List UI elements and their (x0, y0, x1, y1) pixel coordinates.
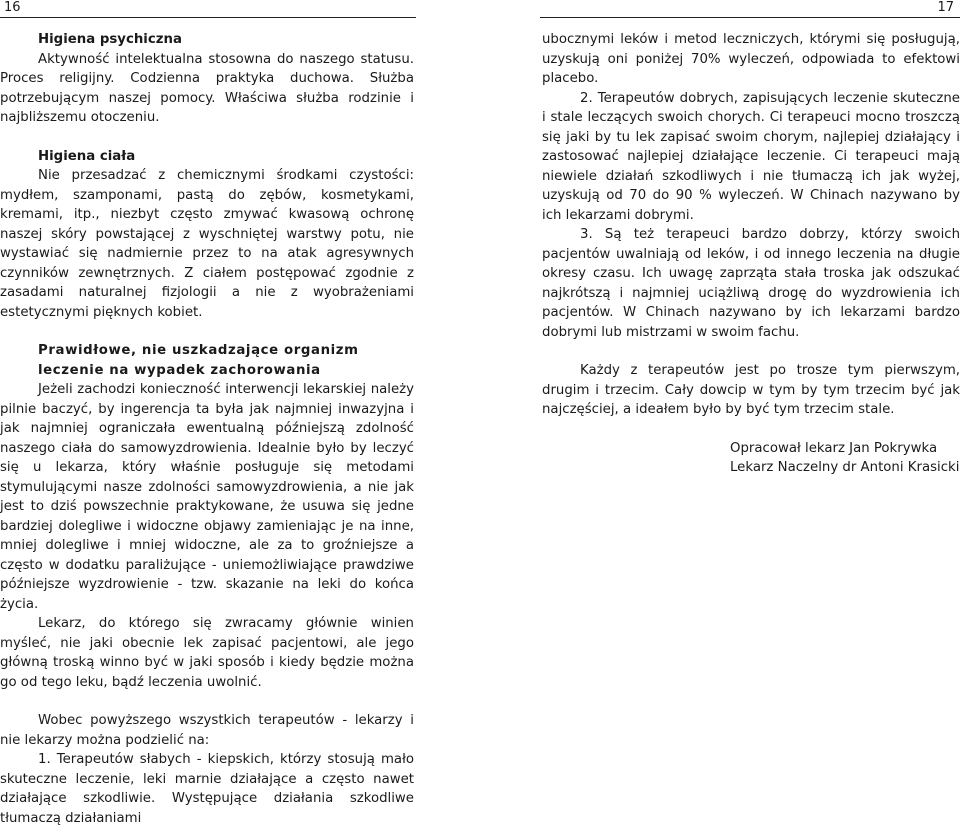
heading-treatment: Prawidłowe, nie uszkadzające organizm leczenie na wypadek zachorowania (38, 343, 359, 378)
paragraph-treatment-3: Wobec powyższego wszystkich terapeutów - lekarzy i nie lekarzy można podzielić na: (0, 713, 414, 748)
header-rule-left (0, 17, 416, 18)
paragraph-treatment-4: 1. Terapeutów słabych - kiepskich, którzy stosują mało skuteczne leczenie, leki marnie działające a często nawet działające szkodliwie. Występujące działania szkodliwe tłumaczą działaniami (0, 752, 414, 826)
paragraph-psychic-hygiene: Aktywność intelektualna stosowna do naszego statusu. Proces religijny. Codzienna praktyka duchowa. Służba potrzebującym naszej pomocy. Właściwa służba rodzinie i najbliższemu otoczeniu. (0, 51, 414, 125)
paragraph-good-therapists: 2. Terapeutów dobrych, zapisujących leczenie skuteczne i stale leczących swoich chorych. Ci terapeuci mocno troszczą się jaki by tu lek zapisać swoim chorym, najlepiej działający i zastosować najlepiej działające leczenie. Ci terapeuci mają niewiele działań szkodliwych i nie tłumaczą ich jak wyżej, uzyskują od 70 do 90 % wyleczeń. W Chinach nazywano by ich lekarzami dobrymi. (542, 90, 960, 223)
right-column (542, 30, 960, 478)
heading-psychic-hygiene: Higiena psychiczna (38, 32, 182, 47)
signature-line-1: Opracował lekarz Jan Pokrywka (730, 440, 938, 456)
paragraph-conclusion: Każdy z terapeutów jest po trosze tym pierwszym, drugim i trzecim. Cały dowcip w tym by tym trzecim być jak najczęściej, a ideałem było by być tym trzecim stale. (542, 363, 960, 417)
header-rule-right (540, 17, 960, 18)
left-column (0, 30, 414, 828)
paragraph-continuation: ubocznymi leków i metod leczniczych, którymi się posługują, uzyskują oni poniżej 70% wyleczeń, odpowiada to efektowi placebo. (542, 32, 960, 86)
heading-body-hygiene: Higiena ciała (38, 148, 136, 164)
page-number-right: 17 (937, 0, 954, 15)
paragraph-body-hygiene: Nie przesadzać z chemicznymi środkami czystości: mydłem, szamponami, pastą do zębów, kosmetykami, kremami, itp., niezbyt często zmywać kwasową ochronę naszej skóry powstającej z wyschniętej warstwy potu, nie wystawiać się nadmiernie przez to na atak agresywnych czynników zewnętrznych. Z ciałem postępować zgodnie z zasadami naturalnej fizjologii a nie z wyobrażeniami estetycznymi pięknych kobiet. (0, 168, 414, 320)
paragraph-treatment-2: Lekarz, do którego się zwracamy głównie winien myśleć, nie jaki obecnie lek zapisać pacjentowi, ale jego główną troską winno być w jaki sposób i kiedy będzie można go od tego leku, bądź leczenia uwolnić. (0, 616, 414, 690)
paragraph-very-good-therapists: 3. Są też terapeuci bardzo dobrzy, którzy swoich pacjentów uwalniają od leków, i od innego leczenia na długie okresy czasu. Ich uwagę zaprząta stała troska jak odszukać najkrótszą i najmniej uciążliwą drogę do wyzdrowienia ich pacjentów. W Chinach nazywano by ich lekarzami bardzo dobrymi lub mistrzami w swoim fachu. (542, 227, 960, 340)
page-number-left: 16 (4, 0, 21, 15)
signature-line-2: Lekarz Naczelny dr Antoni Krasicki (730, 460, 960, 475)
paragraph-treatment-1: Jeżeli zachodzi konieczność interwencji lekarskiej należy pilnie baczyć, by ingerencja ta była jak najmniej inwazyjna i jak najmniej ograniczała ewentualną późniejszą zdolność naszego ciała do samowyzdrowienia. Idealnie było by leczyć się u lekarza, który właśnie posługuje się metodami stymulującymi nasze zdolności samowyzdrowienia, a nie jak jest to dziś powszechnie praktykowane, że usuwa się jedne bardziej dolegliwe i widoczne objawy zamieniając je na inne, mniej dolegliwe i mniej widoczne, ale za to groźniejsze a często w dodatku paraliżujące - uniemożliwiające prawdziwe późniejsze wyzdrowienie - tzw. skazanie na leki do końca życia. (0, 382, 414, 612)
